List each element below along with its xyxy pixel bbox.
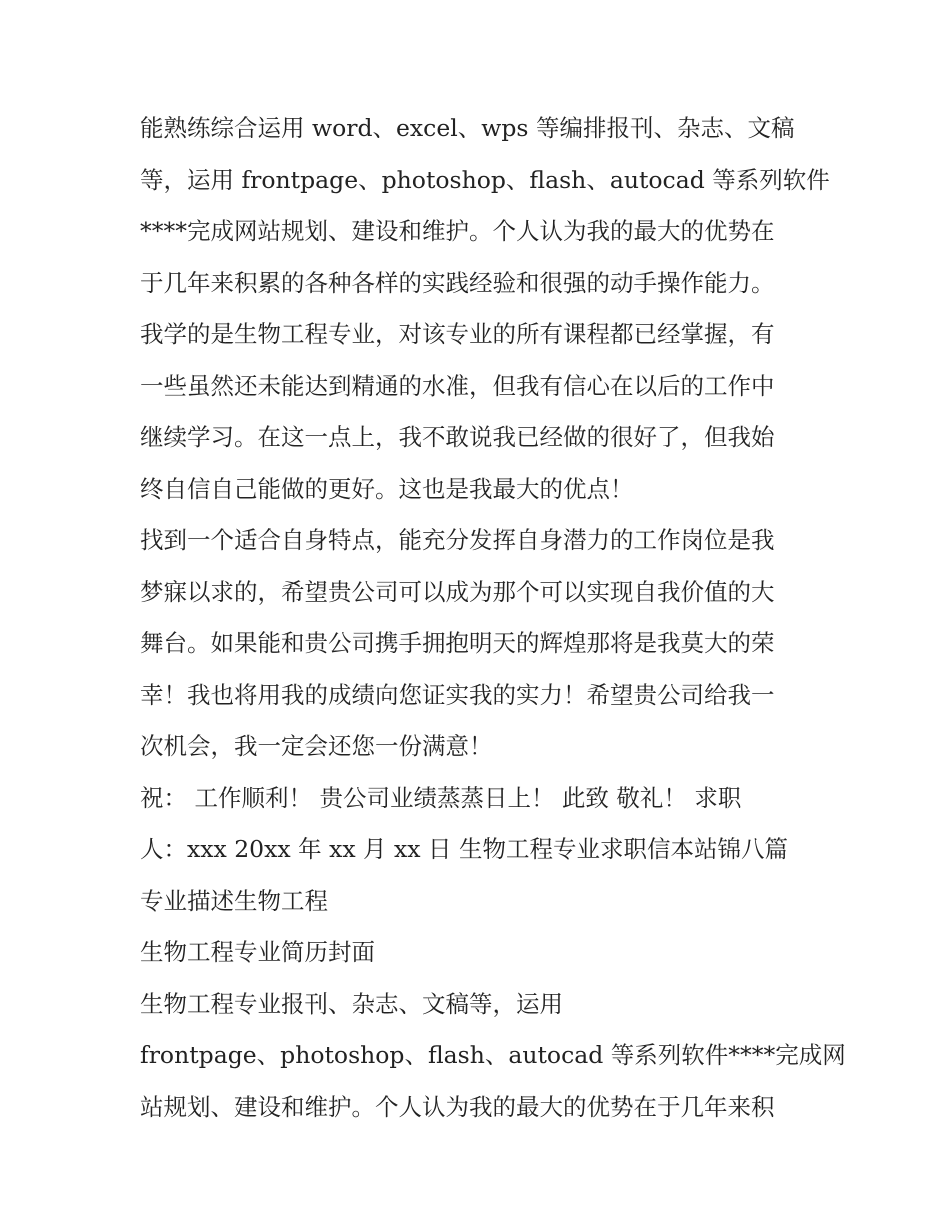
text-line: 站规划、建设和维护。个人认为我的最大的优势在于几年来积 [140,1092,775,1121]
text-line: 人：xxx 20xx 年 xx 月 xx 日 生物工程专业求职信本站锦八篇 [140,835,788,863]
text-line: ****完成网站规划、建设和维护。个人认为我的最大的优势在 [140,217,775,245]
text-line: 生物工程专业报刊、杂志、文稿等，运用 [140,989,563,1018]
text-line: 一些虽然还未能达到精通的水准，但我有信心在以后的工作中 [140,371,775,400]
text-line: 我学的是生物工程专业，对该专业的所有课程都已经掌握，有 [140,320,775,348]
text-line: 终自信自己能做的更好。这也是我最大的优点！ [140,474,634,503]
text-line: 专业描述生物工程 [140,886,328,915]
text-line: 能熟练综合运用 word、excel、wps 等编排报刊、杂志、文稿 [140,114,795,142]
text-line: 继续学习。在这一点上，我不敢说我已经做的很好了，但我始 [140,423,775,451]
text-line: 找到一个适合自身特点，能充分发挥自身潜力的工作岗位是我 [140,526,775,554]
text-line: 舞台。如果能和贵公司携手拥抱明天的辉煌那将是我莫大的荣 [140,629,775,657]
text-line: 生物工程专业简历封面 [140,938,375,966]
document-body [140,103,846,1133]
text-line: 次机会，我一定会还您一份满意！ [140,732,493,760]
text-line: 于几年来积累的各种各样的实践经验和很强的动手操作能力。 [140,268,775,297]
text-line: 等，运用 frontpage、photoshop、flash、autocad 等系列软件 [140,165,830,194]
text-line: frontpage、photoshop、flash、autocad 等系列软件****完成网 [140,1041,846,1069]
text-line: 祝： 工作顺利！ 贵公司业绩蒸蒸日上！ 此致 敬礼！ 求职 [140,783,742,812]
text-line: 幸！我也将用我的成绩向您证实我的实力！希望贵公司给我一 [140,680,775,709]
text-line: 梦寐以求的，希望贵公司可以成为那个可以实现自我价值的大 [140,577,775,606]
